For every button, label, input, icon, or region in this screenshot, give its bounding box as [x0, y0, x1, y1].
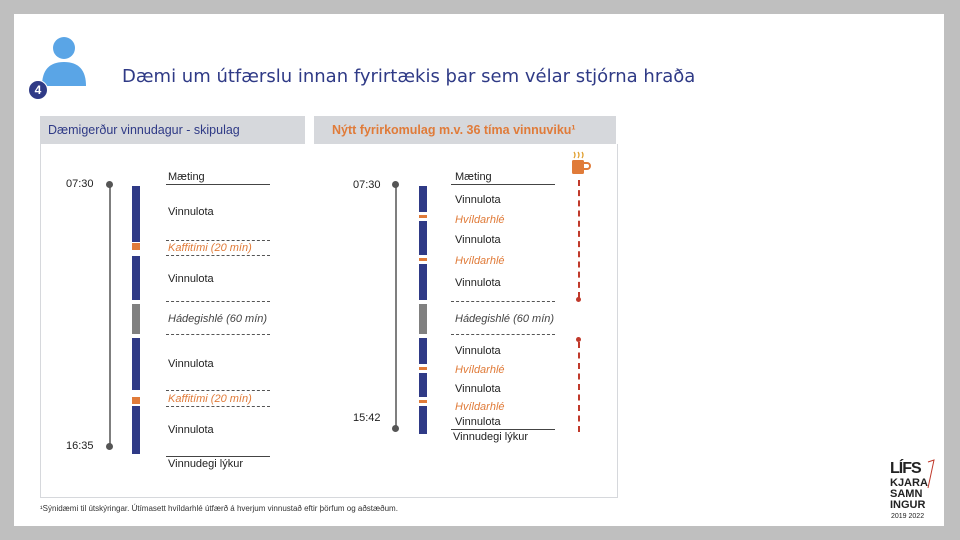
left-coffee-label-2: Kaffitími (20 mín): [168, 393, 252, 405]
right-work-label-2: Vinnulota: [455, 234, 501, 246]
right-work-bar-2: [419, 221, 427, 255]
right-panel-header: Nýtt fyrirkomulag m.v. 36 tíma vinnuviku¹: [314, 116, 616, 144]
coffee-cup-icon: [569, 150, 593, 176]
left-work-bar-1: [132, 186, 140, 242]
right-end-time: 15:42: [353, 412, 381, 424]
right-axis-bottom-dot: [392, 425, 399, 432]
right-arrival-label: Mæting: [455, 171, 492, 183]
lifskjarasamningur-logo: [888, 458, 936, 520]
right-work-label-6: Vinnulota: [455, 416, 501, 428]
left-end-time: 16:35: [66, 440, 94, 452]
left-divider-2: [166, 255, 270, 256]
left-work-label-2: Vinnulota: [168, 273, 214, 285]
right-start-time: 07:30: [353, 179, 381, 191]
slide-number: 4: [34, 83, 42, 97]
right-work-bar-6: [419, 406, 427, 434]
right-rest-bar-4: [419, 400, 427, 403]
right-rest-bar-1: [419, 215, 427, 218]
left-divider-1: [166, 240, 270, 241]
left-divider-5: [166, 390, 270, 391]
right-lunch-bar: [419, 304, 427, 334]
right-timeline-axis: [395, 184, 397, 428]
left-work-bar-4: [132, 406, 140, 454]
person-icon: [40, 36, 92, 94]
left-lunch-bar: [132, 304, 140, 334]
right-work-bar-5: [419, 373, 427, 397]
left-work-label-1: Vinnulota: [168, 206, 214, 218]
right-work-label-3: Vinnulota: [455, 277, 501, 289]
left-coffee-bar-2: [132, 397, 140, 404]
left-start-time: 07:30: [66, 178, 94, 190]
right-end-label: Vinnudegi lýkur: [453, 431, 529, 443]
left-work-label-3: Vinnulota: [168, 358, 214, 370]
left-axis-top-dot: [106, 181, 113, 188]
left-divider-6: [166, 406, 270, 407]
svg-text:KJARA: KJARA: [890, 477, 928, 489]
left-coffee-label-1: Kaffitími (20 mín): [168, 242, 252, 254]
panel-divider: [305, 144, 314, 497]
svg-text:SAMN: SAMN: [890, 488, 923, 500]
right-end-line: [451, 429, 555, 430]
left-work-label-4: Vinnulota: [168, 424, 214, 436]
left-coffee-bar-1: [132, 243, 140, 250]
left-panel-header: Dæmigerður vinnudagur - skipulag: [40, 116, 305, 144]
page-title: Dæmi um útfærslu innan fyrirtækis þar sem vélar stjórna hraða: [122, 66, 696, 87]
right-divider-1: [451, 301, 555, 302]
left-axis-bottom-dot: [106, 443, 113, 450]
right-work-bar-4: [419, 338, 427, 364]
left-arrival-label: Mæting: [168, 171, 205, 183]
left-end-line: [166, 456, 270, 457]
left-divider-4: [166, 334, 270, 335]
svg-text:LÍFS: LÍFS: [890, 460, 921, 477]
left-end-label: Vinnudegi lýkur: [168, 458, 244, 470]
break-window-dot-1: [576, 297, 581, 302]
right-rest-label-4: Hvíldarhlé: [455, 401, 505, 413]
break-window-line-1: [578, 180, 580, 298]
right-divider-2: [451, 334, 555, 335]
left-arrival-line: [166, 184, 270, 185]
right-axis-top-dot: [392, 181, 399, 188]
left-work-bar-3: [132, 338, 140, 390]
right-rest-label-2: Hvíldarhlé: [455, 255, 505, 267]
left-work-bar-2: [132, 256, 140, 300]
right-work-label-4: Vinnulota: [455, 345, 501, 357]
right-rest-label-3: Hvíldarhlé: [455, 364, 505, 376]
left-divider-3: [166, 301, 270, 302]
svg-text:INGUR: INGUR: [890, 499, 926, 511]
right-work-bar-1: [419, 186, 427, 212]
right-work-label-5: Vinnulota: [455, 383, 501, 395]
right-work-bar-3: [419, 264, 427, 300]
left-lunch-label: Hádegishlé (60 mín): [168, 313, 268, 325]
right-work-label-1: Vinnulota: [455, 194, 501, 206]
slide-number-badge: [28, 80, 48, 100]
right-rest-label-1: Hvíldarhlé: [455, 214, 505, 226]
right-lunch-label: Hádegishlé (60 mín): [455, 313, 555, 325]
right-arrival-line: [451, 184, 555, 185]
right-rest-bar-2: [419, 258, 427, 261]
left-timeline-axis: [109, 184, 111, 446]
break-window-line-2: [578, 342, 580, 432]
svg-text:2019 2022: 2019 2022: [891, 513, 925, 520]
right-rest-bar-3: [419, 367, 427, 370]
footnote: ¹Sýnidæmi til útskýringar. Útímasett hvíldarhlé útfærð á hverjum vinnustað eftir þörfum og aðstæðum.: [40, 504, 398, 513]
